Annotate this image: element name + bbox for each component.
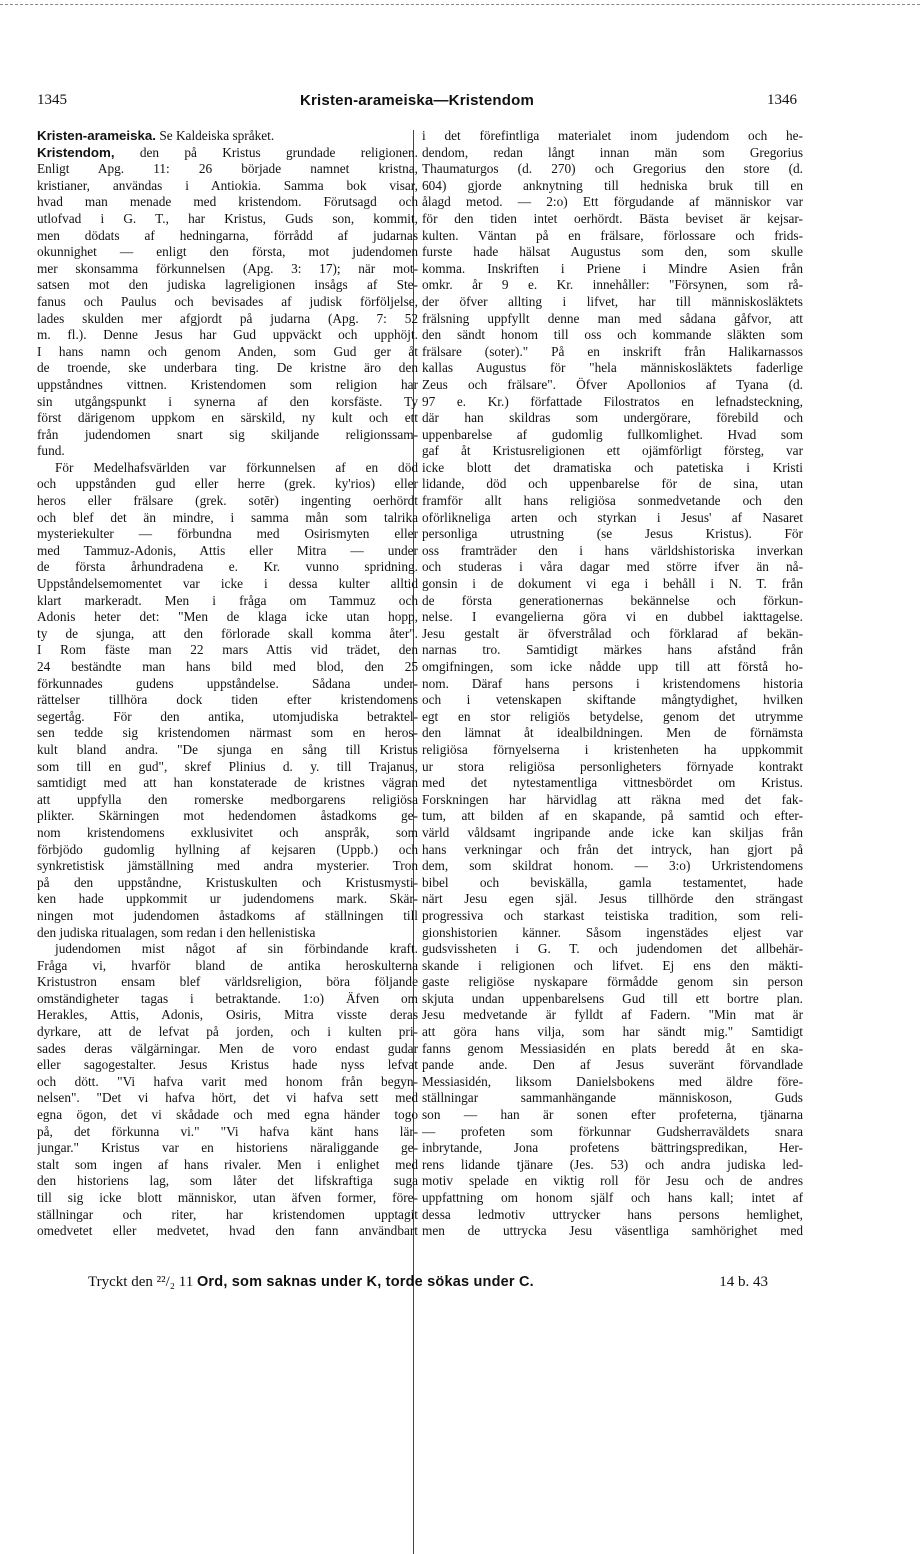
text-line: der öfver allting i lifvet, har till människosläktets [422, 293, 803, 309]
text-line: synkretistisk jämställning med andra mysterier. Tron [37, 858, 418, 874]
text-line: Herakles, Attis, Adonis, Osiris, Mitra visste deras [37, 1007, 418, 1023]
text-line: ningen mot judendomen åstadkoms af ställningen till [37, 907, 418, 923]
text-line: ty de sjunga, att den förlorade skall komma åter". [37, 625, 418, 641]
text-line: skande i religionen och lifvet. Ej ens den mäkti- [422, 957, 803, 973]
text-line: framför allt hans religiösa sonmedvetande och den [422, 493, 803, 509]
top-rule [0, 4, 920, 5]
text-line: den historiens lag, som låter det lifskraftiga suga [37, 1173, 418, 1189]
text-line: Thaumaturgos (d. 270) och Gregorius den store (d. [422, 161, 803, 177]
text-line: För Medelhafsvärlden var förkunnelsen af en död [55, 459, 418, 475]
text-line: där han skildras som undergörare, förebild och [422, 410, 803, 426]
text-line: kallas Augustus för "hela människosläktets faderlige [422, 360, 803, 376]
text-line: uppfattning om honom själf och hans kall; intet af [422, 1190, 803, 1205]
text-line: utlofvad i G. T., har Kristus, Guds son, kommit, [37, 210, 418, 226]
text-line: på, det förkunna vi." "Vi hafva känt hans lär- [37, 1123, 418, 1139]
text-line: gaste religiöse nyskapare förmådde genom sin person [422, 974, 803, 990]
text-line: egt en stor religiös betydelse, genom det utrymme [422, 708, 803, 724]
text-line: segertåg. För den antika, utomjudiska betraktel- [37, 708, 418, 724]
text-line: 604) gjorde anknytning till hedniska bruk till en [422, 177, 803, 193]
right-column [422, 128, 803, 1240]
text-line: den judiska ritualagen, som redan i den hellenistiska [37, 924, 316, 940]
text-line: gonsin i de dokument vi ega i behåll i N. T. från [422, 576, 803, 592]
text-line: men de uttrycka Jesu väsentliga samhörighet med [422, 1223, 803, 1239]
text-line: mer skonsamma förkunnelsen (Apg. 3: 17); när mot- [37, 260, 418, 276]
text-line: den sändt honom till oss och kommande släkten som [422, 327, 803, 343]
text-line: rens lidande tjänare (Jes. 53) och andra judiska led- [422, 1156, 803, 1172]
text-line: — profeten som förkunnar Gudsherraväldets snara [422, 1123, 803, 1139]
text-line: och uppstånden gud eller herre (grek. ky'rios) eller [37, 476, 418, 492]
text-line: lades skulden mer afgjordt på judarna (Apg. 7: 52 [37, 310, 418, 326]
text-line: sades deras välgärningar. Men de voro endast gudar [37, 1040, 418, 1056]
text-line: m. fl.). Denne Jesus har Gud uppväckt och upphöjt. [37, 327, 418, 343]
text-line: oss framträder den i hans världshistoriska inverkan [422, 542, 803, 558]
text-line: judendomen mist något af sin förbindande kraft. [55, 941, 418, 957]
text-line: Enligt Apg. 11: 26 började namnet kristna, [37, 161, 418, 177]
text-line: heros eller frälsare (grek. sotēr) ingenting oerhördt [37, 493, 418, 509]
text-line: de troende, ske underbara ting. De kristne äro den [37, 360, 418, 376]
text-line: I hans namn och genom Anden, som Gud ger åt [37, 343, 418, 359]
text-line: samtidigt med att han konstaterade de kristnes vägran [37, 775, 418, 791]
text-line: dendom, redan långt innan män som Gregorius [422, 144, 803, 160]
text-line: narnas tro. Samtidigt märkes hans afstånd från [422, 642, 803, 658]
cross-reference-note: Ord, som saknas under K, torde sökas under C. [196, 1274, 534, 1290]
text-line: ur stora religiösa personligheters förnyade kontrakt [422, 758, 803, 774]
text-line: nom kristendomens exklusivitet och anspråk, som [37, 824, 418, 840]
text-line: icke blott det dramatiska och patetiska i Kristi [422, 459, 803, 475]
text-line: till sig icke blott människor, utan äfven former, före- [37, 1190, 418, 1205]
text-line: dessa ledmotiv uttrycker hans persons hemlighet, [422, 1206, 803, 1222]
text-line: gudsvissheten i G. T. och judendomen det allbehär- [422, 941, 803, 957]
text-line: med Tammuz-Adonis, Attis eller Mitra — under [37, 542, 418, 558]
text-line: omkr. år 9 e. Kr. innehåller: "Försynen, som rå- [422, 277, 803, 293]
text-line: son — han är sonen efter profeterna, tjänarna [422, 1107, 803, 1123]
text-line: jungar." Kristus var en historiens näraliggande ge- [37, 1140, 418, 1156]
text-line: mysteriekulter — förbundna med Osirismyten eller [37, 526, 418, 542]
text-line: inbrytande, Jona profetens bättringspredikan, Her- [422, 1140, 803, 1156]
text-line: att uppfylla den romerske medborgarens religiösa [37, 791, 418, 807]
text-line: fanns genom Messiasidén en plats beredd åt en ska- [422, 1040, 803, 1056]
text-line: I Rom fäste man 22 mars Attis vid trädet, den [37, 642, 418, 658]
text-line: dem, som skildrat honom. — 3:o) Urkristendomens [422, 858, 803, 874]
text-line: gaf åt Kristusreligionen ett ojämförligt försteg, var [422, 443, 803, 459]
text-line: ställningar och riter, har kristendomen upptagit [37, 1206, 418, 1222]
text-line: sen tedde sig kristendomen närmast som en heros- [37, 725, 418, 741]
text-line: satsen mot den judiska lagreligionen insågs af Ste- [37, 277, 418, 293]
text-line: omständigheter tagas i betraktande. 1:o) Äfven om [37, 990, 418, 1006]
text-line: Jesu medvetande är fylldt af Fadern. "Min mat är [422, 1007, 803, 1023]
text-line: på den uppståndne, Kristuskulten och Kristusmysti- [37, 874, 418, 890]
running-title: Kristen-arameiska—Kristendom [299, 92, 534, 109]
text-line: bibel och beviskälla, gamla testamentet, hade [422, 874, 803, 890]
text-line: ken hade uppkommit ur judendomens mark. Skär- [37, 891, 418, 907]
text-line: kristianer, användas i Antiokia. Samma bok visar, [37, 177, 418, 193]
text-line: nelsen". "Det vi hafva hört, det vi hafva sett med [37, 1090, 418, 1106]
text-line: de första generationernas bekännelse och förkun- [422, 592, 803, 608]
text-line: från judendomen snart sig skiljande religionssam- [37, 426, 418, 442]
text-line: sin utgångspunkt i synerna af den korsfäste. Ty [37, 393, 418, 409]
text-line: Zeus och frälsare". Öfver Apollonios af Tyana (d. [422, 376, 803, 392]
text-line: närt Jesu egen själ. Jesus tillhörde den strängast [422, 891, 803, 907]
text-line: Adonis heter det: "Men de klaga icke utan hopp, [37, 609, 418, 625]
text-line: värld våldsamt ingripande ande icke kan skiljas från [422, 824, 803, 840]
text-line: hvad man menade med kristendom. Förutsagd och [37, 194, 418, 210]
text-line: de första århundradena e. Kr. vunno spridning. [37, 559, 418, 575]
text-line: Kristen-arameiska. Se Kaldeiska språket. [37, 128, 275, 143]
text-line: 24 beständte man hans bild med blod, den 25 [37, 659, 418, 674]
text-line: furste hade hälsat Augustus som den, som skulle [422, 244, 803, 260]
text-line: Kristustron ensam blef världsreligion, böra följande [37, 974, 418, 990]
text-line: Fråga vi, hvarför bland de antika heroskulterna [37, 957, 418, 973]
text-line: att göra hans vilja, som har sändt mig." Samtidigt [422, 1024, 803, 1040]
text-line: och dött. "Vi hafva varit med honom från begyn- [37, 1073, 418, 1089]
text-line: ålagd metod. — 2:o) Ett förgudande af människor var [422, 194, 803, 210]
page-number-left: 1345 [37, 92, 67, 108]
text-line: Jesu gestalt är öfverstrålad och förklarad af bekän- [422, 625, 803, 641]
text-line: oförlikneliga arten och styrkan i Jesus' af Nasaret [422, 509, 803, 525]
text-line: med det nytestamentliga vittnesbördet om Kristus. [422, 775, 803, 791]
text-line: fund. [37, 443, 65, 459]
text-line: först därigenom uppkom en särskild, ny kult och ett [37, 410, 418, 426]
text-line: 97 e. Kr.) författade Filostratos en lefnadsteckning, [422, 393, 803, 409]
headword: Kristen-arameiska. [37, 128, 156, 143]
text-line: omedvetet eller medvetet, hvad den fann användbart [37, 1223, 418, 1239]
text-line: eller sagogestalter. Jesus Kristus hade nyss lefvat [37, 1057, 418, 1073]
text-line: förbjödo gudomlig hyllning af kejsaren (Uppb.) och [37, 841, 418, 857]
text-line: och studeras i våra dagar med större ifver än nå- [422, 559, 803, 575]
signature-mark: 14 b. 43 [719, 1274, 768, 1290]
text-line: Messiasidén, liksom Danielsbokens med äldre före- [422, 1073, 803, 1089]
text-line: Kristendom, den på Kristus grundade religionen. [37, 144, 418, 160]
print-date [88, 1274, 534, 1291]
text-line: dyrkare, att de lefvat på jorden, och i kulten pri- [37, 1024, 418, 1040]
text-line: ställningar sammanhängande människoson, Guds [422, 1090, 803, 1106]
text-line: Forskningen har härvidlag att räkna med det fak- [422, 791, 803, 807]
text-line: tum, att bilden af en skapande, på samtid och efter- [422, 808, 803, 824]
text-line: uppståndnes vittnen. Kristendomen som religion har [37, 376, 418, 392]
page-footer [88, 1274, 768, 1296]
text-line: frälsning uppfyllt denne man med sådana gåfvor, att [422, 310, 803, 326]
text-line: progressiva och starkast teistiska tradition, som reli- [422, 907, 803, 923]
page-number-right: 1346 [767, 92, 797, 108]
text-line: klart markeradt. Men i fråga om Tammuz och [37, 592, 418, 608]
text-line: motiv spelade en viktig roll för Jesu och de andres [422, 1173, 803, 1189]
text-line: hans verkningar och från det intryck, han gjort på [422, 841, 803, 857]
text-line: frälsare (soter)." På en inskrift från Halikarnassos [422, 343, 803, 359]
text-line: för den tiden intet oerhördt. Bästa beviset är kejsar- [422, 210, 803, 226]
text-line: kulten. Väntan på en frälsare, förlossare och frids- [422, 227, 803, 243]
text-line: den lämnat åt idealbildningen. Men de förnämsta [422, 725, 803, 741]
text-line: personliga utrustning (se Jesus Kristus). För [422, 526, 803, 542]
text-line: men dödats af hedningarna, förrådd af judarnas [37, 227, 418, 243]
text-line: skjuta undan uppenbarelsens Gud till ett bortre plan. [422, 990, 803, 1006]
text-line: kult bland andra. "De sjunga en sång till Kristus [37, 741, 418, 757]
left-column [37, 128, 418, 1240]
text-line: förkunnades gudens uppståndelse. Sådana under- [37, 675, 418, 691]
text-line: lidande, död och uppenbarelse för de sina, utan [422, 476, 803, 492]
headword: Kristendom, [37, 144, 115, 160]
text-line: nom. Däraf hans persons i kristendomens historia [422, 675, 803, 691]
text-line: okunnighet — enligt den första, mot judendomen [37, 244, 418, 260]
text-line: plikter. Skärningen mot hedendomen åstadkoms ge- [37, 808, 418, 824]
page-header [37, 92, 797, 114]
text-line: och i vetenskapen skiftande mångtydighet, hvilken [422, 692, 803, 708]
text-line: i det förefintliga materialet inom judendom och he- [422, 128, 803, 143]
text-line: komma. Inskriften i Priene i Mindre Asien från [422, 260, 803, 276]
text-line: nelse. I evangelierna göra vi en dubbel iakttagelse. [422, 609, 803, 625]
print-date-text: Tryckt den ²²/₂ 11 [88, 1274, 194, 1290]
text-line: stalt som ingen af hans rivaler. Men i enlighet med [37, 1156, 418, 1172]
text-line: fanus och Paulus och bevisades af judisk förföljelse, [37, 293, 418, 309]
text-line: Uppståndelsemomentet var icke i dessa kulter alltid [37, 576, 418, 592]
text-line: uppenbarelse af gudomlig fullkomlighet. Hvad som [422, 426, 803, 442]
text-line: och blef det än mindre, i samma mån som talrika [37, 509, 418, 525]
text-line: som till en gud", skref Plinius d. y. till Trajanus, [37, 758, 418, 774]
text-line: religiösa förnyelserna i kristenheten ha uppkommit [422, 741, 803, 757]
text-line: pande ande. Den af Jesus suveränt förvandlade [422, 1057, 803, 1073]
text-line: gionshistorien känner. Såsom ingenstädes eljest var [422, 924, 803, 940]
text-line: rättelser tillhöra dock tiden efter kristendomens [37, 692, 418, 708]
text-line: egna ögon, det vi skådade och med egna händer togo [37, 1107, 418, 1123]
text-line: omgifningen, som icke nådde upp till att förstå ho- [422, 659, 803, 674]
